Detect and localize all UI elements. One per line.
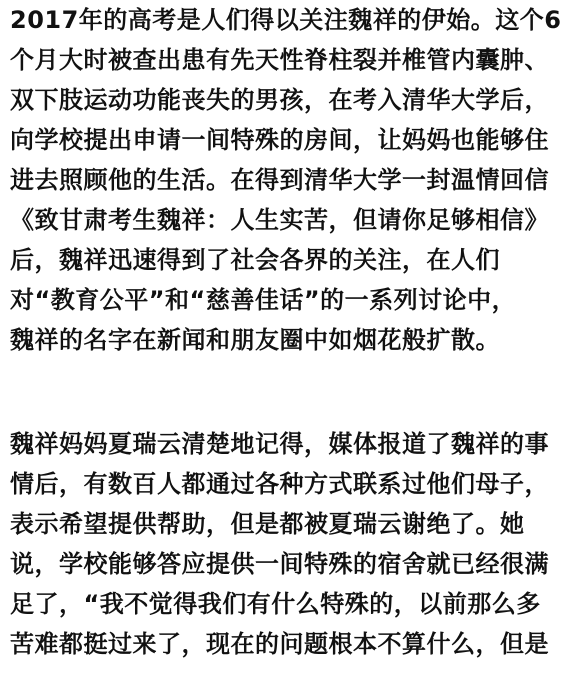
- text-line: 魏祥妈妈夏瑞云清楚地记得，媒体报道了魏祥的事: [10, 430, 549, 458]
- text-line: 《致甘肃考生魏祥：人生实苦，但请你足够相信》: [10, 206, 549, 234]
- text-line: 向学校提出申请一间特殊的房间，让妈妈也能够住: [10, 126, 549, 154]
- text-line: 2017年的高考是人们得以关注魏祥的伊始。这个6: [10, 6, 562, 34]
- paragraph-2: [0, 424, 549, 664]
- text-line: 表示希望提供帮助，但是都被夏瑞云谢绝了。她: [10, 510, 525, 538]
- text-line: 个月大时被查出患有先天性脊柱裂并椎管内囊肿、: [10, 46, 549, 74]
- text-line: 苦难都挺过来了，现在的问题根本不算什么，但是: [10, 630, 549, 658]
- text-line: 后，魏祥迅速得到了社会各界的关注，在人们: [10, 246, 500, 274]
- text-line: 魏祥的名字在新闻和朋友圈中如烟花般扩散。: [10, 326, 500, 354]
- text-line: 足了，“我不觉得我们有什么特殊的，以前那么多: [10, 590, 541, 618]
- text-line: 双下肢运动功能丧失的男孩，在考入清华大学后，: [10, 86, 549, 114]
- text-line: 进去照顾他的生活。在得到清华大学一封温情回信: [10, 166, 549, 194]
- text-line: 情后，有数百人都通过各种方式联系过他们母子，: [10, 470, 549, 498]
- text-line: 说，学校能够答应提供一间特殊的宿舍就已经很满: [10, 550, 549, 578]
- text-line: 对“教育公平”和“慈善佳话”的一系列讨论中，: [10, 286, 517, 314]
